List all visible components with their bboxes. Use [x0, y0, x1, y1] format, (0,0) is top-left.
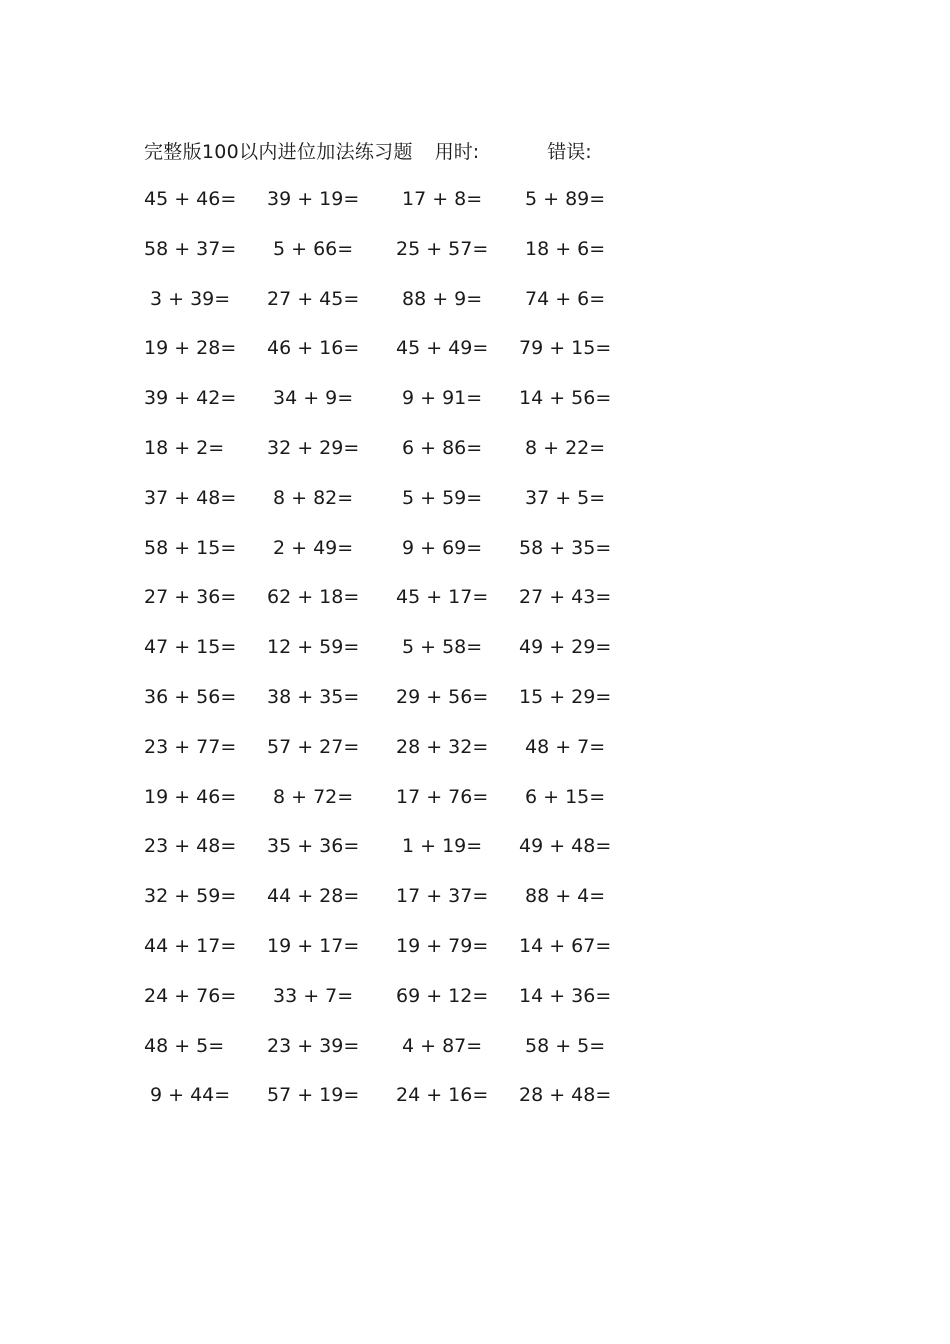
addition-problem: 34 + 9= — [273, 387, 354, 410]
addition-problem: 27 + 43= — [519, 586, 612, 609]
addition-problem: 14 + 56= — [519, 387, 612, 410]
addition-problem: 12 + 59= — [267, 636, 360, 659]
addition-problem: 45 + 49= — [396, 337, 489, 360]
addition-problem: 27 + 45= — [267, 287, 360, 310]
addition-problem: 37 + 5= — [525, 486, 606, 509]
errors-label: 错误: — [547, 140, 592, 163]
addition-problem: 33 + 7= — [273, 984, 354, 1007]
addition-problem: 17 + 8= — [402, 188, 483, 210]
addition-problem: 46 + 16= — [267, 337, 360, 360]
problem-row — [0, 682, 950, 732]
problem-row — [0, 234, 950, 284]
problem-row — [0, 1080, 950, 1130]
addition-problem: 18 + 6= — [525, 237, 606, 260]
problem-grid — [0, 184, 950, 1130]
addition-problem: 48 + 5= — [144, 1034, 225, 1057]
addition-problem: 18 + 2= — [144, 436, 225, 459]
problem-row — [0, 981, 950, 1031]
addition-problem: 1 + 19= — [402, 835, 483, 858]
addition-problem: 58 + 5= — [525, 1034, 606, 1057]
addition-problem: 39 + 19= — [267, 188, 360, 210]
addition-problem: 9 + 69= — [402, 536, 483, 559]
addition-problem: 38 + 35= — [267, 685, 360, 708]
addition-problem: 6 + 86= — [402, 436, 483, 459]
addition-problem: 29 + 56= — [396, 685, 489, 708]
addition-problem: 17 + 76= — [396, 785, 489, 808]
addition-problem: 5 + 59= — [402, 486, 483, 509]
addition-problem: 45 + 46= — [144, 188, 237, 210]
addition-problem: 28 + 32= — [396, 735, 489, 758]
addition-problem: 45 + 17= — [396, 586, 489, 609]
addition-problem: 74 + 6= — [525, 287, 606, 310]
problem-row — [0, 483, 950, 533]
addition-problem: 37 + 48= — [144, 486, 237, 509]
addition-problem: 8 + 22= — [525, 436, 606, 459]
problem-row — [0, 433, 950, 483]
worksheet-title: 完整版100以内进位加法练习题 — [144, 140, 413, 163]
addition-problem: 62 + 18= — [267, 586, 360, 609]
addition-problem: 15 + 29= — [519, 685, 612, 708]
addition-problem: 24 + 16= — [396, 1084, 489, 1107]
addition-problem: 44 + 28= — [267, 885, 360, 908]
addition-problem: 58 + 15= — [144, 536, 237, 559]
problem-row — [0, 284, 950, 334]
problem-row — [0, 831, 950, 881]
addition-problem: 19 + 17= — [267, 934, 360, 957]
problem-row — [0, 582, 950, 632]
addition-problem: 23 + 77= — [144, 735, 237, 758]
addition-problem: 17 + 37= — [396, 885, 489, 908]
problem-row — [0, 1031, 950, 1081]
addition-problem: 23 + 39= — [267, 1034, 360, 1057]
addition-problem: 9 + 44= — [150, 1084, 231, 1107]
addition-problem: 44 + 17= — [144, 934, 237, 957]
addition-problem: 69 + 12= — [396, 984, 489, 1007]
time-label: 用时: — [434, 140, 480, 163]
problem-row — [0, 782, 950, 832]
addition-problem: 19 + 46= — [144, 785, 237, 808]
problem-row — [0, 333, 950, 383]
addition-problem: 35 + 36= — [267, 835, 360, 858]
addition-problem: 49 + 48= — [519, 835, 612, 858]
addition-problem: 88 + 4= — [525, 885, 606, 908]
addition-problem: 6 + 15= — [525, 785, 606, 808]
addition-problem: 9 + 91= — [402, 387, 483, 410]
addition-problem: 32 + 59= — [144, 885, 237, 908]
problem-row — [0, 632, 950, 682]
problem-row — [0, 184, 950, 234]
addition-problem: 32 + 29= — [267, 436, 360, 459]
addition-problem: 3 + 39= — [150, 287, 231, 310]
addition-problem: 79 + 15= — [519, 337, 612, 360]
addition-problem: 47 + 15= — [144, 636, 237, 659]
addition-problem: 19 + 28= — [144, 337, 237, 360]
addition-problem: 36 + 56= — [144, 685, 237, 708]
addition-problem: 24 + 76= — [144, 984, 237, 1007]
addition-problem: 39 + 42= — [144, 387, 237, 410]
addition-problem: 23 + 48= — [144, 835, 237, 858]
problem-row — [0, 931, 950, 981]
addition-problem: 57 + 27= — [267, 735, 360, 758]
addition-problem: 14 + 36= — [519, 984, 612, 1007]
addition-problem: 8 + 72= — [273, 785, 354, 808]
addition-problem: 49 + 29= — [519, 636, 612, 659]
addition-problem: 14 + 67= — [519, 934, 612, 957]
addition-problem: 48 + 7= — [525, 735, 606, 758]
problem-row — [0, 732, 950, 782]
addition-problem: 27 + 36= — [144, 586, 237, 609]
addition-problem: 5 + 58= — [402, 636, 483, 659]
problem-row — [0, 881, 950, 931]
addition-problem: 88 + 9= — [402, 287, 483, 310]
addition-problem: 2 + 49= — [273, 536, 354, 559]
addition-problem: 5 + 66= — [273, 237, 354, 260]
addition-problem: 58 + 35= — [519, 536, 612, 559]
problem-row — [0, 383, 950, 433]
problem-row — [0, 533, 950, 583]
worksheet-header — [144, 137, 592, 163]
addition-problem: 25 + 57= — [396, 237, 489, 260]
addition-problem: 28 + 48= — [519, 1084, 612, 1107]
addition-problem: 19 + 79= — [396, 934, 489, 957]
addition-problem: 57 + 19= — [267, 1084, 360, 1107]
addition-problem: 5 + 89= — [525, 188, 606, 210]
addition-problem: 8 + 82= — [273, 486, 354, 509]
addition-problem: 4 + 87= — [402, 1034, 483, 1057]
addition-problem: 58 + 37= — [144, 237, 237, 260]
